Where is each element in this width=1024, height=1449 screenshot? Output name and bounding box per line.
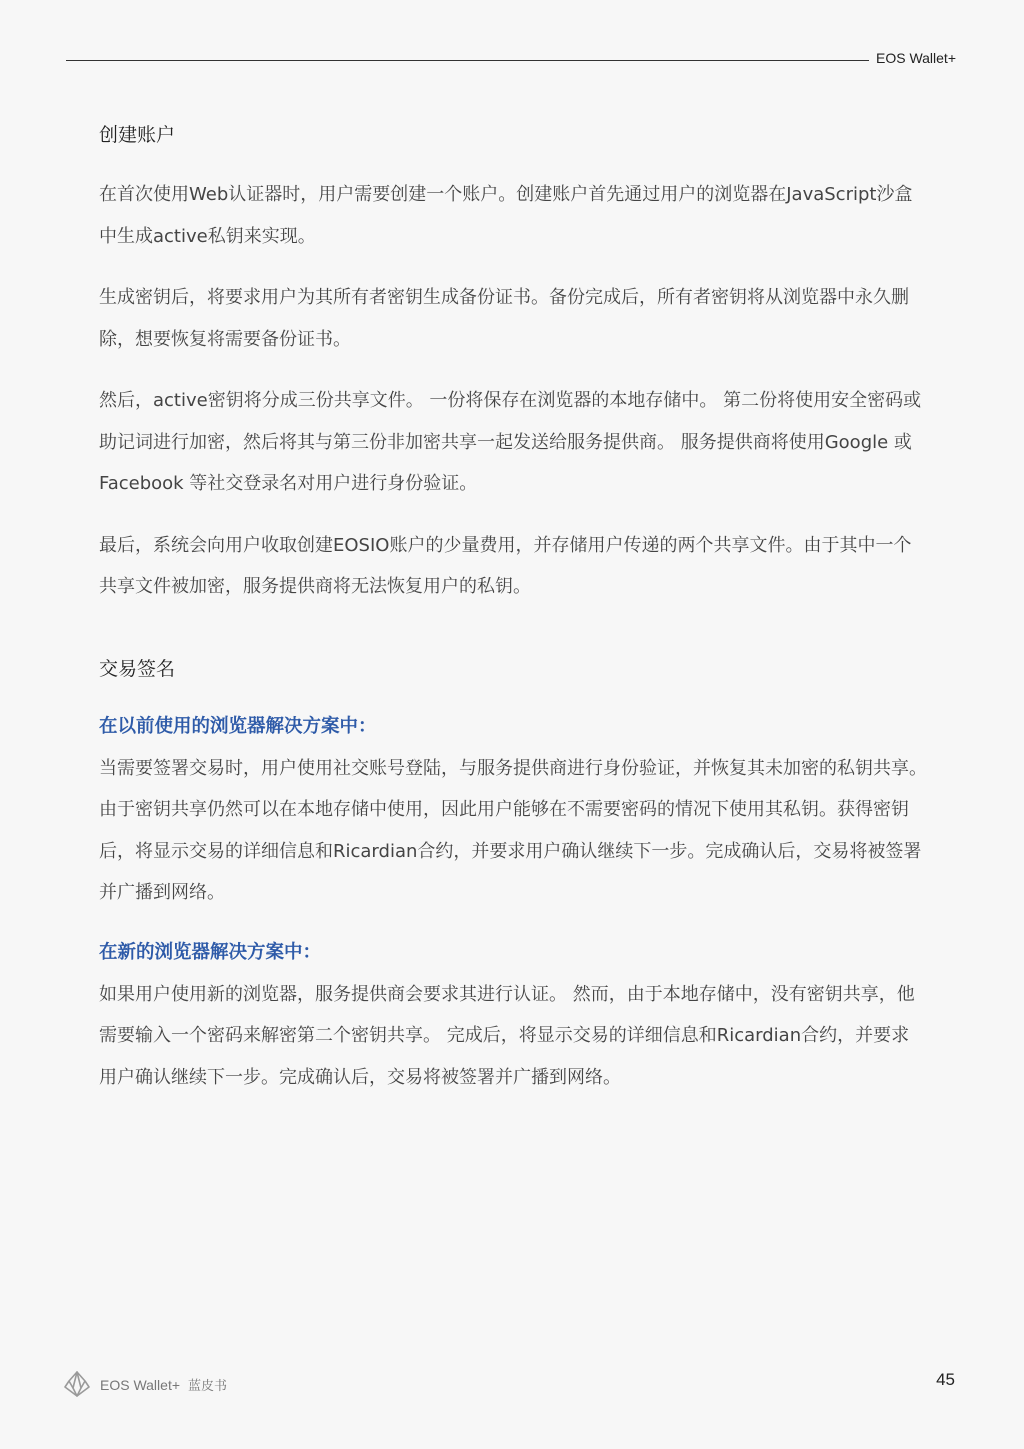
header-brand: EOS Wallet+ xyxy=(875,50,956,66)
footer-brand-name: EOS Wallet+ xyxy=(100,1377,181,1393)
paragraph: 当需要签署交易时，用户使用社交账号登陆，与服务提供商进行身份验证，并恢复其未加密的私钥共享。由于密钥共享仍然可以在本地存储中使用，因此用户能够在不需要密码的情况下使用其私钥。获得密钥后，将显示交易的详细信息和Ricardian合约，并要求用户确认继续下一步。完成确认后，交易将被签署并广播到网络。 xyxy=(99,757,927,903)
paragraph: 然后，active密钥将分成三份共享文件。 一份将保存在浏览器的本地存储中。 第二份将使用安全密码或助记词进行加密，然后将其与第三份非加密共享一起发送给服务提供商。 服务提供商将使用Google 或 Facebook 等社交登录名对用户进行身份验证。 xyxy=(99,390,922,494)
subheading-previous-browser: 在以前使用的浏览器解决方案中： xyxy=(99,715,377,737)
page-number: 45 xyxy=(936,1370,955,1389)
footer-subtitle: 蓝皮书 xyxy=(188,1379,228,1394)
section-heading-transaction-signing: 交易签名 xyxy=(99,657,176,680)
subheading-new-browser: 在新的浏览器解决方案中： xyxy=(99,941,322,963)
paragraph: 生成密钥后，将要求用户为其所有者密钥生成备份证书。备份完成后，所有者密钥将从浏览器中永久删除，想要恢复将需要备份证书。 xyxy=(99,287,909,350)
eos-logo-icon xyxy=(64,1371,90,1397)
paragraph: 在首次使用Web认证器时，用户需要创建一个账户。创建账户首先通过用户的浏览器在JavaScript沙盒中生成active私钥来实现。 xyxy=(99,184,913,247)
header-rule xyxy=(66,60,869,61)
page-content xyxy=(99,116,927,1118)
paragraph: 最后，系统会向用户收取创建EOSIO账户的少量费用，并存储用户传递的两个共享文件。由于其中一个共享文件被加密，服务提供商将无法恢复用户的私钥。 xyxy=(99,534,912,597)
section-heading-create-account: 创建账户 xyxy=(99,124,176,146)
paragraph: 如果用户使用新的浏览器，服务提供商会要求其进行认证。 然而，由于本地存储中，没有密钥共享，他需要输入一个密码来解密第二个密钥共享。 完成后，将显示交易的详细信息和Ricardian合约，并要求用户确认继续下一步。完成确认后，交易将被签署并广播到网络。 xyxy=(99,983,915,1088)
footer-brand xyxy=(100,1375,227,1394)
